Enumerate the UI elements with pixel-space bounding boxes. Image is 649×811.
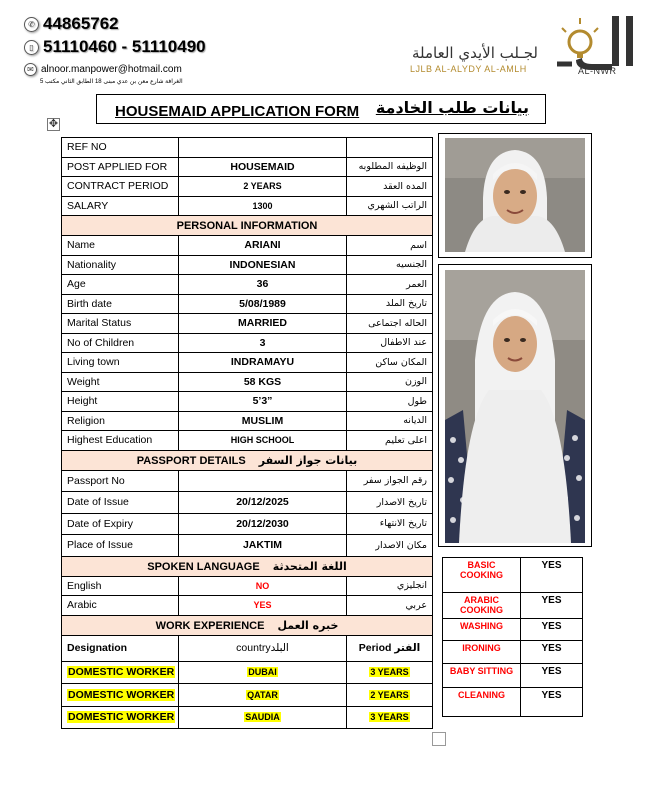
living-town-label: Living town [62,353,179,373]
issue-date-label: Date of Issue [62,492,179,514]
email-contact [24,63,182,76]
section-heading [62,450,433,470]
salary-arabic: الراتب الشهري [347,196,433,216]
skill-row [443,558,583,593]
arabic-arabic: عربي [347,596,433,616]
height-arabic: طول [347,392,433,412]
form-title-arabic: بيانات طلب الخادمة [375,98,529,117]
nationality-label: Nationality [62,255,179,275]
table-row [62,196,433,216]
skill-row [443,688,583,717]
religion-arabic: الديانه [347,411,433,431]
height-value: 5’3” [179,392,347,412]
contract-label: CONTRACT PERIOD [62,177,179,197]
personal-heading: PERSONAL INFORMATION [62,216,433,236]
skills-table [442,557,583,717]
period-header: Period الفتر [347,635,433,661]
skill-answer: YES [521,664,583,688]
skill-name: ARABIC COOKING [443,593,521,619]
table-row [62,596,433,616]
phone-number: 44865762 [43,14,119,33]
age-label: Age [62,275,179,295]
logo-caption: AL-NWR [578,66,617,76]
birth-date-label: Birth date [62,294,179,314]
name-arabic: اسم [347,236,433,256]
table-row [62,661,433,684]
education-arabic: اعلى تعليم [347,431,433,451]
table-row [62,576,433,596]
work-country: SAUDIA [245,712,280,723]
contract-value: 2 YEARS [179,177,347,197]
birth-date-value: 5/08/1989 [179,294,347,314]
table-row [62,353,433,373]
table-row [62,236,433,256]
table-row [62,294,433,314]
marital-status-value: MARRIED [179,314,347,334]
mobile-numbers: 51110460 - 51110490 [43,37,206,56]
english-arabic: انجليزي [347,576,433,596]
work-period: 3 YEARS [370,712,409,723]
work-designation: DOMESTIC WORKER [68,666,175,679]
passport-no-label: Passport No [62,470,179,492]
expiry-date-label: Date of Expiry [62,513,179,535]
skill-answer: YES [521,558,583,593]
skill-row [443,593,583,619]
place-of-issue-value: JAKTIM [179,535,347,557]
salary-value: 1300 [179,196,347,216]
section-heading [62,216,433,236]
religion-value: MUSLIM [179,411,347,431]
table-row [62,392,433,412]
work-column-headers [62,635,433,661]
passport-no-value [179,470,347,492]
table-row [62,411,433,431]
place-of-issue-label: Place of Issue [62,535,179,557]
table-row [62,372,433,392]
children-value: 3 [179,333,347,353]
application-table [61,137,433,729]
issue-date-arabic: تاريخ الاصدار [347,492,433,514]
language-heading [62,556,433,576]
headshot-photo [445,138,585,252]
office-address: الغرافة شارع معن بن عدي مبنى 18 الطابق الثاني مكتب 5 [40,79,183,85]
skill-row [443,664,583,688]
arabic-value: YES [179,596,347,616]
logo-arabic-text: لجـلب الأيدي العاملة [412,44,538,62]
weight-arabic: الوزن [347,372,433,392]
marital-status-label: Marital Status [62,314,179,334]
table-row [62,706,433,729]
table-row [62,513,433,535]
table-row [62,684,433,707]
weight-value: 58 KGS [179,372,347,392]
height-label: Height [62,392,179,412]
table-row [62,333,433,353]
passport-heading [62,450,433,470]
work-country: QATAR [247,689,278,700]
table-row [62,492,433,514]
table-row [62,138,433,158]
language-heading-english: SPOKEN LANGUAGE [147,560,260,573]
name-label: Name [62,236,179,256]
mobile-contact [24,37,206,57]
phone-icon: ✆ [24,17,39,32]
work-heading [62,615,433,635]
skill-name: CLEANING [443,688,521,717]
issue-date-value: 20/12/2025 [179,492,347,514]
salary-label: SALARY [62,196,179,216]
work-heading-english: WORK EXPERIENCE [155,619,265,632]
post-label: POST APPLIED FOR [62,157,179,177]
skill-answer: YES [521,619,583,641]
age-value: 36 [179,275,347,295]
table-row [62,470,433,492]
form-title-english: HOUSEMAID APPLICATION FORM [115,103,360,120]
children-arabic: عند الاطفال [347,333,433,353]
logo-english-text: LJLB AL-ALYDY AL-AMLH [410,64,527,74]
expiry-date-value: 20/12/2030 [179,513,347,535]
english-label: English [62,576,179,596]
mobile-icon: ▯ [24,40,39,55]
english-value: NO [179,576,347,596]
living-town-value: INDRAMAYU [179,353,347,373]
table-row [62,157,433,177]
passport-heading-arabic: بيانات جواز السفر [258,453,358,467]
skill-answer: YES [521,593,583,619]
table-row [62,535,433,557]
country-header: countryالبلد [179,635,347,661]
children-label: No of Children [62,333,179,353]
work-heading-arabic: خبره العمل [277,618,339,632]
table-row [62,314,433,334]
expiry-date-arabic: تاريخ الانتهاء [347,513,433,535]
passport-heading-english: PASSPORT DETAILS [136,454,246,467]
ref-no-label: REF NO [62,138,179,158]
table-row [62,177,433,197]
nationality-value: INDONESIAN [179,255,347,275]
table-row [62,255,433,275]
work-designation: DOMESTIC WORKER [68,711,175,724]
religion-label: Religion [62,411,179,431]
skill-answer: YES [521,641,583,664]
education-label: Highest Education [62,431,179,451]
full-body-photo-frame [438,264,592,547]
section-heading [62,615,433,635]
passport-no-arabic: رقم الجواز سفر [347,470,433,492]
post-arabic: الوظيفه المطلوبه [347,157,433,177]
designation-header: Designation [62,635,179,661]
age-arabic: العمر [347,275,433,295]
table-move-handle-icon[interactable]: ✥ [48,118,59,130]
living-town-arabic: المكان ساكن [347,353,433,373]
arabic-label: Arabic [62,596,179,616]
skill-name: WASHING [443,619,521,641]
language-heading-arabic: اللغة المتحدثة [272,559,347,573]
skill-answer: YES [521,688,583,717]
contract-arabic: المده العقد [347,177,433,197]
skill-name: BASIC COOKING [443,558,521,593]
education-value: HIGH SCHOOL [179,431,347,451]
ref-no-value [179,138,347,158]
weight-label: Weight [62,372,179,392]
ref-no-arabic [347,138,433,158]
section-heading [62,556,433,576]
place-of-issue-arabic: مكان الاصدار [347,535,433,557]
birth-date-arabic: تاريخ الملد [347,294,433,314]
table-row [62,431,433,451]
skill-name: IRONING [443,641,521,664]
marital-status-arabic: الحاله اجتماعى [347,314,433,334]
headshot-photo-frame [438,133,592,258]
form-title-box [96,94,546,124]
work-period: 3 YEARS [370,667,409,678]
post-value: HOUSEMAID [179,157,347,177]
phone-contact [24,14,119,34]
skill-name: BABY SITTING [443,664,521,688]
skill-row [443,641,583,664]
email-address: alnoor.manpower@hotmail.com [41,64,182,75]
skill-row [443,619,583,641]
work-country: DUBAI [248,667,277,678]
email-icon: ✉ [24,63,37,76]
table-row [62,275,433,295]
full-body-photo [445,270,585,543]
name-value: ARIANI [179,236,347,256]
empty-checkbox[interactable] [432,732,446,746]
work-period: 2 YEARS [370,689,409,700]
nationality-arabic: الجنسيه [347,255,433,275]
work-designation: DOMESTIC WORKER [68,688,175,701]
